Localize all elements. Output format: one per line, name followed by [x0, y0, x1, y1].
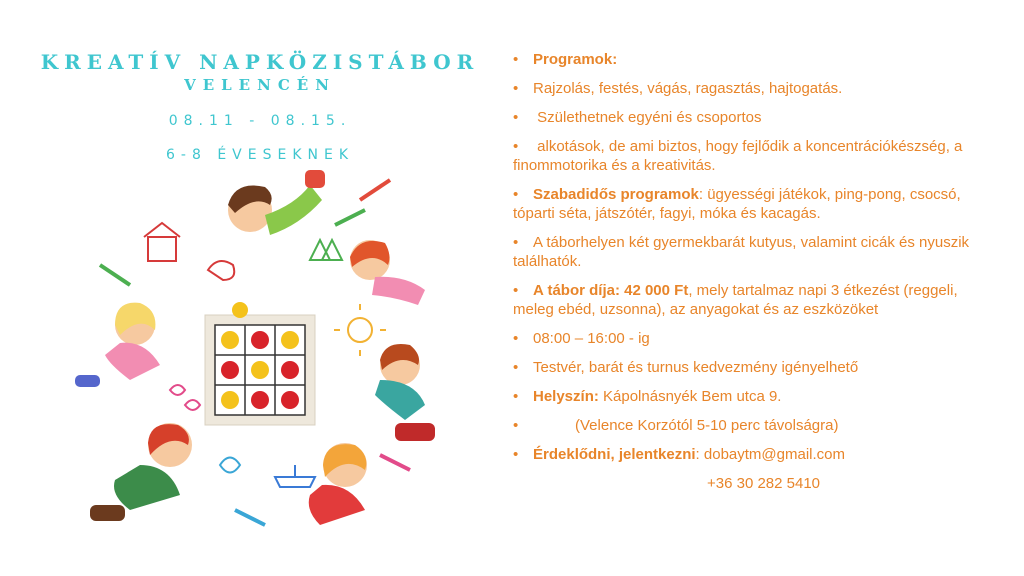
fee-text: • A tábor díja: 42 000 Ft, mely tartalmaz napi 3 étkezést (reggeli, meleg ebéd, uzsonna), az anyagokat és az eszközöket [513, 282, 958, 318]
creations-text-1: • Születhetnek egyéni és csoportos [513, 109, 762, 126]
title-line2: VELENCÉN [184, 76, 336, 94]
activities-text: • Rajzolás, festés, vágás, ragasztás, hajtogatás. [513, 80, 843, 97]
pets-text: • A táborhelyen két gyermekbarát kutyus, valamint cicák és nyuszik találhatók. [513, 234, 970, 270]
contact-email[interactable]: : dobaytm@gmail.com [695, 446, 845, 463]
age-group: 6-8 ÉVESEKNEK [166, 147, 354, 163]
child-left-icon [75, 303, 160, 387]
creations-text-2: • alkotások, de ami biztos, hogy fejlődik a koncentrációkészség, a finommotorika és a kreativitás. [513, 138, 963, 174]
hours-text: • 08:00 – 16:00 - ig [513, 330, 650, 347]
title-line1: KREATÍV NAPKÖZISTÁBOR [40, 50, 480, 74]
programs-heading: • Programok: [513, 51, 618, 68]
location-text: • Helyszín: Kápolnásnyék Bem utca 9. [513, 388, 782, 405]
child-right-top-icon [350, 240, 425, 305]
child-bottom-left-icon [90, 423, 192, 521]
contact-text: • Érdeklődni, jelentkezni: dobaytm@gmail.com [513, 446, 845, 463]
tictactoe-board [205, 302, 315, 425]
camp-dates: 08.11 - 08.15. [168, 113, 352, 129]
child-right-icon [375, 344, 435, 441]
info-panel [513, 50, 983, 503]
children-drawing-illustration [60, 165, 460, 535]
free-time-text: • Szabadidős programok: ügyességi játékok, ping-pong, csocsó, tóparti séta, játszótér, fagyi, móka és kacagás. [513, 186, 961, 222]
discount-text: • Testvér, barát és turnus kedvezmény igényelhető [513, 359, 859, 376]
contact-phone[interactable]: +36 30 282 5410 [707, 475, 821, 492]
child-top-icon [228, 170, 325, 235]
child-bottom-right-icon [309, 443, 367, 525]
location-note: • (Velence Korzótól 5-10 perc távolságra) [513, 417, 839, 434]
